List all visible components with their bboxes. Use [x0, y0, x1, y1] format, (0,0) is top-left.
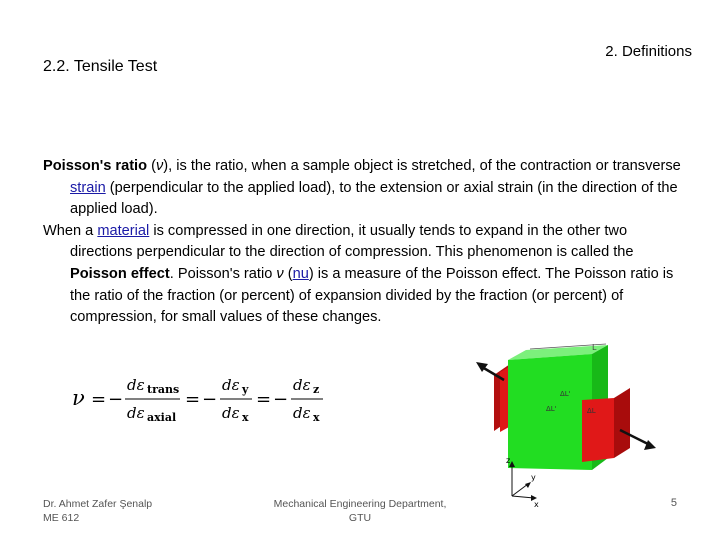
label-L: L [592, 343, 597, 352]
svg-text:dε: dε [293, 404, 311, 422]
axis-label-z: z [506, 456, 511, 465]
svg-text:dε: dε [127, 376, 145, 394]
footer-author [43, 497, 152, 525]
section-title: 2.2. Tensile Test [43, 58, 158, 75]
formula-sub-x: x [242, 411, 249, 424]
axis-x [512, 496, 534, 498]
right-plate-side [614, 388, 630, 458]
material-link[interactable]: material [97, 222, 150, 239]
chapter-title: 2. Definitions [605, 43, 692, 60]
course-code: ME 612 [43, 512, 80, 524]
formula-sub-axial: axial [147, 411, 177, 424]
axis-y [512, 484, 528, 496]
formula-nu: ν [72, 386, 85, 410]
poisson-effect-figure [470, 340, 670, 510]
svg-text:dε: dε [222, 404, 240, 422]
formula-minus-2: − [202, 389, 218, 410]
strain-link[interactable]: strain [70, 179, 106, 196]
formula-sub-x: x [313, 411, 320, 424]
svg-text:dε: dε [293, 376, 311, 394]
formula-sub-z: z [313, 383, 320, 396]
nu-symbol: ν [276, 265, 284, 282]
svg-text:dε: dε [222, 376, 240, 394]
axis-label-y: y [531, 473, 536, 482]
term-poisson-ratio: Poisson's ratio [43, 158, 148, 174]
paragraph-poisson-ratio: Poisson's ratio (ν), is the ratio, when a sample object is stretched, of the contraction or transverse strain (perpendicular to the applied load), to the extension or axial strain (in the direction of the applied load). [43, 158, 681, 218]
poisson-formula [70, 372, 350, 430]
label-dL-top: ΔL' [560, 390, 571, 398]
svg-text:dε: dε [127, 404, 145, 422]
label-dL-right: ΔL [587, 407, 596, 415]
formula-eq-1: = [91, 389, 107, 410]
formula-minus-3: − [273, 389, 289, 410]
axis-label-x: x [534, 500, 539, 509]
formula-eq-3: = [256, 389, 272, 410]
body-text [43, 156, 683, 329]
label-dL-left: ΔL' [546, 405, 557, 413]
author-name: Dr. Ahmet Zafer Şenalp [43, 498, 153, 510]
nu-symbol: ν [155, 158, 164, 174]
footer-department: Mechanical Engineering Department, GTU [273, 498, 447, 524]
formula-minus-1: − [108, 389, 124, 410]
formula-sub-trans: trans [147, 383, 180, 396]
paragraph-poisson-effect: When a material is compressed in one direction, it usually tends to expand in the other two directions perpendicular to the direction of compression. This phenomenon is called the Poisson effect. Poisson's ratio ν (nu) is a measure of the Poisson effect. The Poisson ratio is the ratio of the fraction (or percent) of expansion divided by the fraction (or percent) of compression, for small values of these changes. [43, 222, 674, 326]
nu-link[interactable]: nu [292, 265, 309, 282]
page-number: 5 [670, 497, 677, 509]
formula-sub-y: y [242, 383, 249, 396]
formula-eq-2: = [185, 389, 201, 410]
term-poisson-effect: Poisson effect [70, 265, 170, 282]
